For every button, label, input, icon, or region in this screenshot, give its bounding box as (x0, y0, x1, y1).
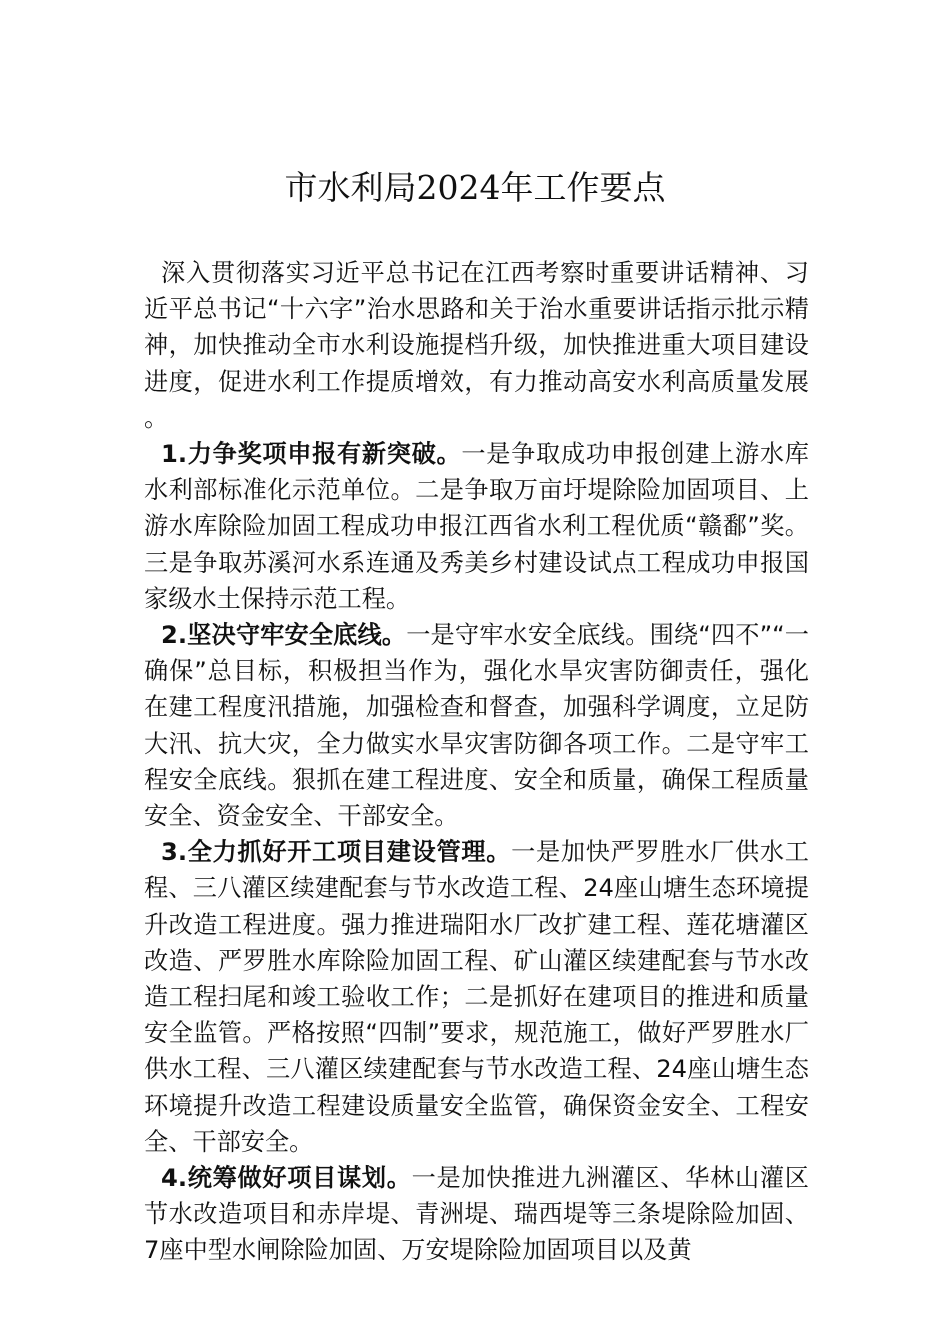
section-4-heading: 4.统筹做好项目谋划。 (161, 1164, 412, 1193)
section-1-text: 一是争取成功申报创建上游水库水利部标准化示范单位。二是争取万亩圩堤除险加固项目、上游水库除险加固工程成功申报江西省水利工程优质“赣鄱”奖。三是争取苏溪河水系连通及秀美乡村建设试点工程成功申报国家级水土保持示范工程。 (144, 440, 809, 613)
section-4-paragraph (144, 1160, 809, 1269)
section-2-text: 一是守牢水安全底线。围绕“四不”“一确保”总目标，积极担当作为，强化水旱灾害防御责任，强化在建工程度汛措施，加强检查和督查，加强科学调度，立足防大汛、抗大灾，全力做实水旱灾害防御各项工作。二是守牢工程安全底线。狠抓在建工程进度、安全和质量，确保工程质量安全、资金安全、干部安全。 (144, 621, 809, 831)
section-2-heading: 2.坚决守牢安全底线。 (161, 621, 407, 650)
section-3-paragraph (144, 834, 809, 1160)
section-2-paragraph (144, 617, 809, 834)
section-1-paragraph (144, 436, 809, 617)
section-1-heading: 1.力争奖项申报有新突破。 (161, 440, 462, 469)
section-4-text: 一是加快推进九洲灌区、华林山灌区节水改造项目和赤岸堤、青洲堤、瑞西堤等三条堤除险加固、7座中型水闸除险加固、万安堤除险加固项目以及黄 (144, 1164, 809, 1265)
document-body (144, 255, 809, 1269)
section-3-heading: 3.全力抓好开工项目建设管理。 (161, 838, 512, 867)
document-title: 市水利局2024年工作要点 (284, 168, 666, 207)
intro-paragraph: 深入贯彻落实习近平总书记在江西考察时重要讲话精神、习近平总书记“十六字”治水思路和关于治水重要讲话指示批示精神，加快推动全市水利设施提档升级，加快推进重大项目建设进度，促进水利工作提质增效，有力推动高安水利高质量发展。 (144, 259, 809, 432)
section-3-text: 一是加快严罗胜水厂供水工程、三八灌区续建配套与节水改造工程、24座山塘生态环境提升改造工程进度。强力推进瑞阳水厂改扩建工程、莲花塘灌区改造、严罗胜水库除险加固工程、矿山灌区续建配套与节水改造工程扫尾和竣工验收工作；二是抓好在建项目的推进和质量安全监管。严格按照“四制”要求，规范施工，做好严罗胜水厂供水工程、三八灌区续建配套与节水改造工程、24座山塘生态环境提升改造工程建设质量安全监管，确保资金安全、工程安全、干部安全。 (144, 838, 809, 1156)
